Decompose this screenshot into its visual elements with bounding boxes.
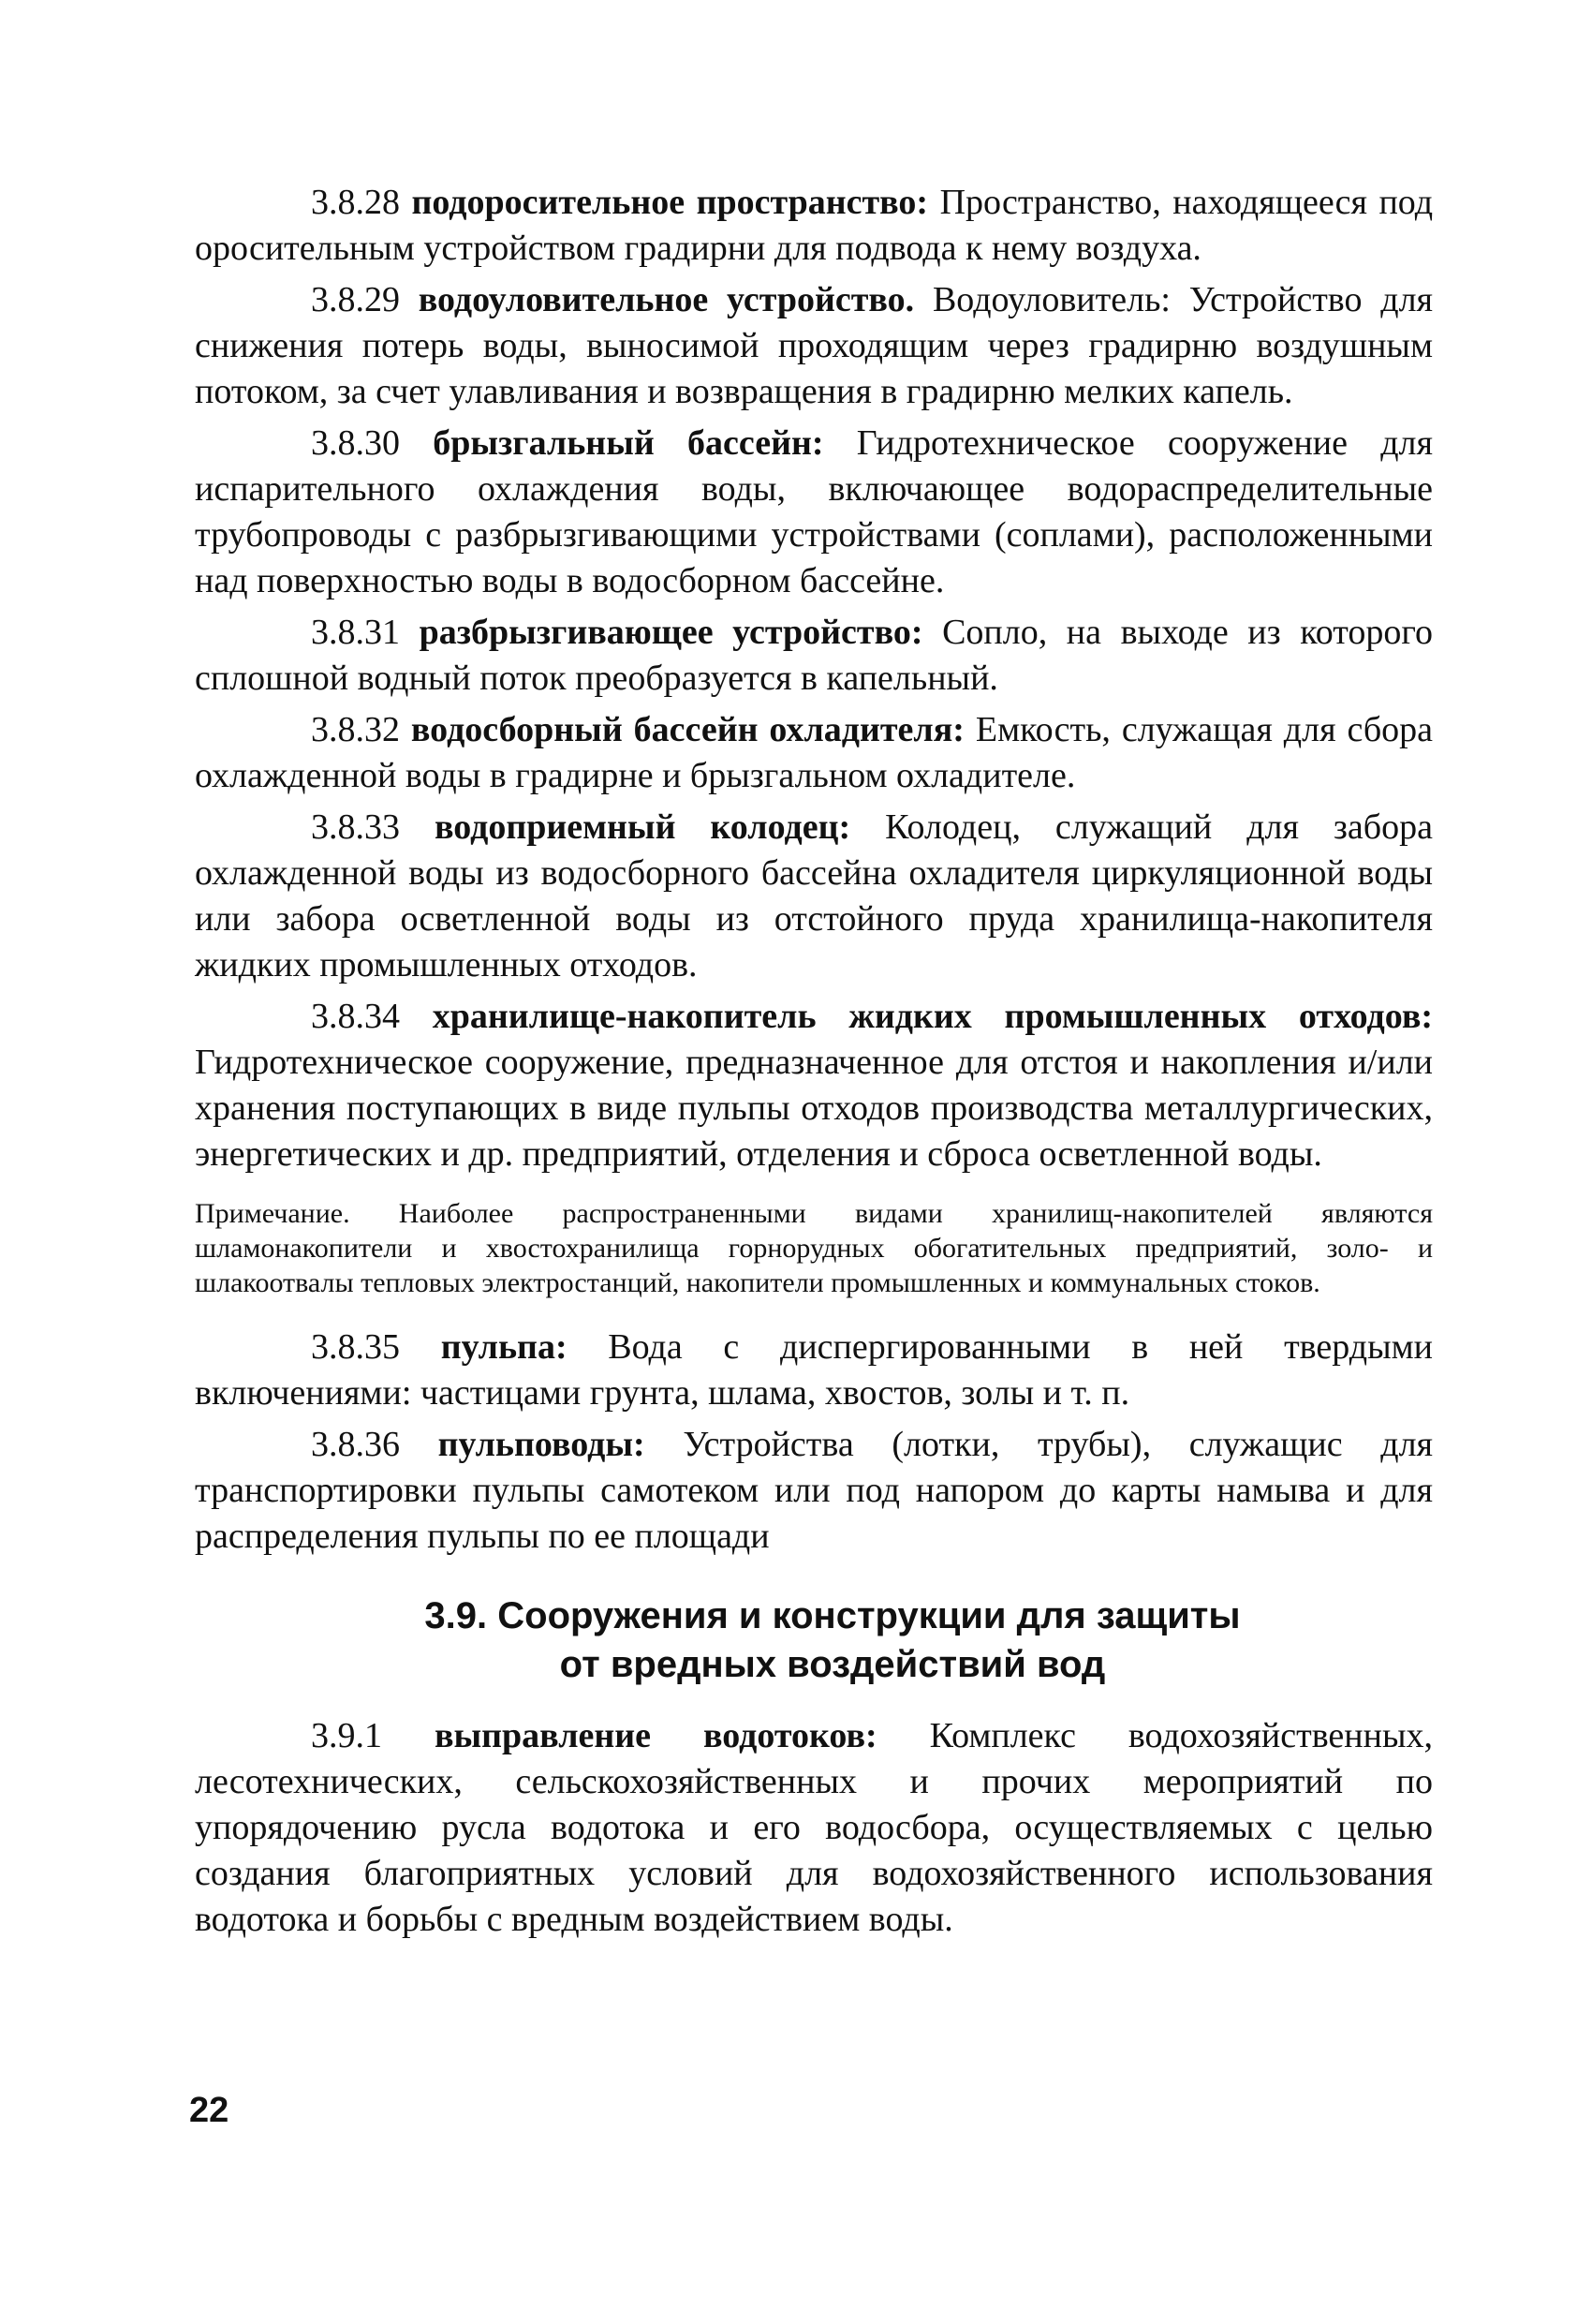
entry-definition: Водоуловитель: Устройство для снижения потерь воды, выносимой проходящим через градирню воздушным потоком, за счет улавливания и возвращения в градирню мелких капель. (195, 280, 1434, 411)
section-heading-line-2: от вредных воздействий вод (559, 1644, 1106, 1685)
term-entry-3-8-31 (195, 610, 1433, 702)
entry-definition: Пространство, находящееся под оросительным устройством градирни для подвода к нему воздуха. (195, 183, 1434, 268)
page-number: 22 (189, 2091, 229, 2130)
entry-term: пульповоды: (437, 1425, 645, 1464)
entry-number: 3.8.30 (311, 423, 400, 463)
term-entry-3-8-35 (195, 1325, 1433, 1416)
entry-term: брызгальный бассейн: (433, 423, 824, 463)
entry-definition: Сопло, на выходе из которого сплошной водный поток преобразуется в капельный. (195, 613, 1434, 698)
entry-term: водоуловительное устройство. (418, 280, 915, 319)
entry-term: выправление водотоков: (434, 1716, 877, 1755)
entry-term: подоросительное пространство: (411, 183, 929, 222)
entry-term: водосборный бассейн охладителя: (410, 710, 965, 749)
term-entry-3-8-34 (195, 994, 1433, 1177)
entry-definition: Вода с диспергированными в ней твердыми включениями: частицами грунта, шлама, хвостов, золы и т. п. (195, 1327, 1434, 1413)
entry-definition: Колодец, служащий для забора охлажденной воды из водосборного бассейна охладителя циркуляционной воды или забора осветленной воды из отстойного пруда хранилища-накопителя жидких промышленных отходов. (195, 807, 1433, 984)
entry-term: разбрызгивающее устройство: (419, 613, 923, 652)
entry-number: 3.8.32 (311, 710, 400, 749)
section-heading (195, 1591, 1433, 1689)
entry-number: 3.8.31 (311, 613, 400, 652)
term-entry-3-8-36 (195, 1422, 1433, 1560)
entry-definition: Гидротехническое сооружение для испарительного охлаждения воды, включающее водораспределительные трубопроводы с разбрызгивающими устройствами (соплами), расположенными над поверхностью воды в водосборном бассейне. (195, 423, 1433, 600)
entry-number: 3.8.34 (311, 997, 400, 1036)
entry-number: 3.8.36 (311, 1425, 400, 1464)
term-entry-3-8-32 (195, 707, 1433, 799)
entry-number: 3.8.29 (311, 280, 400, 319)
term-entry-3-8-29 (195, 277, 1433, 415)
term-entry-3-8-30 (195, 421, 1433, 604)
entry-definition: Устройства (лотки, трубы), служащис для транспортировки пульпы самотеком или под напором до карты намыва и для распределения пульпы по ее площади (195, 1425, 1434, 1556)
entry-number: 3.8.35 (311, 1327, 400, 1367)
entry-term: пульпа: (440, 1327, 568, 1367)
note-paragraph: Примечание. Наиболее распространенными видами хранилищ-накопителей являются шламонакопители и хвостохранилища горнорудных обогатительных предприятий, золо- и шлакоотвалы тепловых электростанций, накопители промышленных и коммунальных стоков. (195, 1198, 1433, 1298)
entry-number: 3.8.33 (311, 807, 400, 847)
entry-definition: Комплекс водохозяйственных, лесотехнических, сельскохозяйственных и прочих мероприятий по упорядочению русла водотока и его водосбора, осуществляемых с целью создания благоприятных условий для водохозяйственного использования водотока и борьбы с вредным воздействием воды. (195, 1716, 1433, 1939)
term-entry-3-9-1 (195, 1713, 1433, 1943)
term-entry-3-8-33 (195, 805, 1433, 988)
entry-term: хранилище-накопитель жидких промышленных отходов: (432, 997, 1433, 1036)
entry-number: 3.8.28 (311, 183, 400, 222)
section-heading-line-1: 3.9. Сооружения и конструкции для защиты (424, 1595, 1241, 1636)
entry-number: 3.9.1 (311, 1716, 382, 1755)
entry-definition: Гидротехническое сооружение, предназначенное для отстоя и накопления и/или хранения поступающих в виде пульпы отходов производства металлургических, энергетических и др. предприятий, отделения и сброса осветленной воды. (195, 1043, 1433, 1174)
document-page (195, 180, 1433, 1948)
entry-definition: Емкость, служащая для сбора охлажденной воды в градирне и брызгальном охладителе. (195, 710, 1434, 795)
entry-term: водоприемный колодец: (434, 807, 851, 847)
term-entry-3-8-28 (195, 180, 1433, 272)
